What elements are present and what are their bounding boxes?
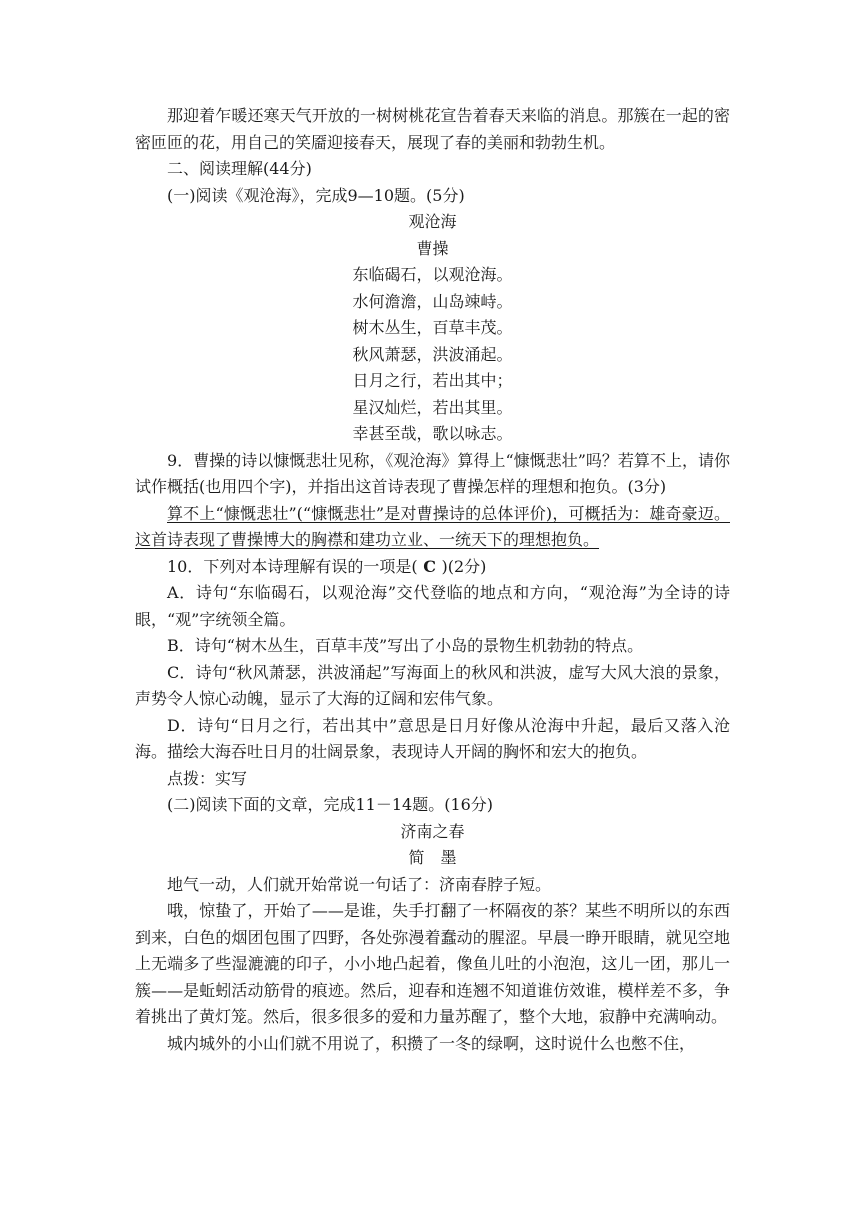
- question-9: 9．曹操的诗以慷慨悲壮见称，《观沧海》算得上“慷慨悲壮”吗？若算不上，请你试作概括(也用四个字)，并指出这首诗表现了曹操怎样的理想和抱负。(3分): [135, 450, 730, 496]
- article-author: 简 墨: [408, 848, 457, 867]
- poem-title: 观沧海: [408, 212, 457, 231]
- poem-author: 曹操: [416, 238, 449, 258]
- poem-line: 星汉灿烂，若出其里。: [352, 397, 513, 417]
- answer-10: C: [423, 556, 436, 576]
- intro-paragraph: 那迎着乍暖还寒天气开放的一树树桃花宣告着春天来临的消息。那簇在一起的密密匝匝的花，用自己的笑靥迎接春天，展现了春的美丽和勃勃生机。: [135, 106, 730, 152]
- answer-9: 算不上“慷慨悲壮”(“慷慨悲壮”是对曹操诗的总体评价)，可概括为：雄奇豪迈。这首诗表现了曹操博大的胸襟和建功立业、一统天下的理想抱负。: [135, 503, 730, 549]
- poem-line: 秋风萧瑟，洪波涌起。: [352, 344, 513, 364]
- question-10: [135, 554, 730, 581]
- page-content: [135, 103, 730, 1057]
- question-10-suffix: )(2分): [441, 556, 487, 576]
- option-b: B．诗句“树木丛生，百草丰茂”写出了小岛的景物生机勃勃的特点。: [167, 636, 644, 655]
- part2-instruction: (二)阅读下面的文章，完成11－14题。(16分): [167, 795, 494, 814]
- option-d: D．诗句“日月之行，若出其中”意思是日月好像从沧海中升起，最后又落入沧海。描绘大海吞吐日月的壮阔景象，表现诗人开阔的胸怀和宏大的抱负。: [135, 715, 730, 761]
- hint-text: 点拨：实写: [167, 768, 248, 788]
- poem-line: 日月之行，若出其中；: [352, 371, 513, 390]
- article-title: 济南之春: [400, 821, 465, 841]
- option-a: A．诗句“东临碣石，以观沧海”交代登临的地点和方向，“观沧海”为全诗的诗眼，“观”字统领全篇。: [135, 583, 730, 629]
- poem-line: 水何澹澹，山岛竦峙。: [352, 291, 513, 311]
- article-paragraph: 城内城外的小山们就不用说了，积攒了一冬的绿啊，这时说什么也憋不住，: [167, 1033, 696, 1053]
- question-10-prefix: 10．下列对本诗理解有误的一项是(: [167, 556, 418, 576]
- section-heading: 二、阅读理解(44分): [167, 159, 312, 178]
- part1-instruction: (一)阅读《观沧海》，完成9—10题。(5分): [167, 185, 465, 205]
- poem-body: [135, 262, 730, 448]
- article-paragraph: 地气一动，人们就开始常说一句话了：济南春脖子短。: [167, 874, 552, 894]
- article-paragraph: 哦，惊蛰了，开始了——是谁，失手打翻了一杯隔夜的茶？某些不明所以的东西到来，白色的烟团包围了四野，各处弥漫着蠢动的腥涩。早晨一睁开眼睛，就见空地上无端多了些湿漉漉的印子，小小地凸起着，像鱼儿吐的小泡泡，这儿一团，那儿一簇——是蚯蚓活动筋骨的痕迹。然后，迎春和连翘不知道谁仿效谁，模样差不多，争着挑出了黄灯笼。然后，很多很多的爱和力量苏醒了，整个大地，寂静中充满响动。: [135, 901, 730, 1026]
- poem-line: 树木丛生，百草丰茂。: [352, 318, 513, 337]
- option-c: C．诗句“秋风萧瑟，洪波涌起”写海面上的秋风和洪波，虚写大风大浪的景象，声势令人惊心动魄，显示了大海的辽阔和宏伟气象。: [135, 662, 730, 708]
- poem-line: 幸甚至哉，歌以咏志。: [352, 424, 513, 443]
- poem-line: 东临碣石，以观沧海。: [352, 265, 513, 284]
